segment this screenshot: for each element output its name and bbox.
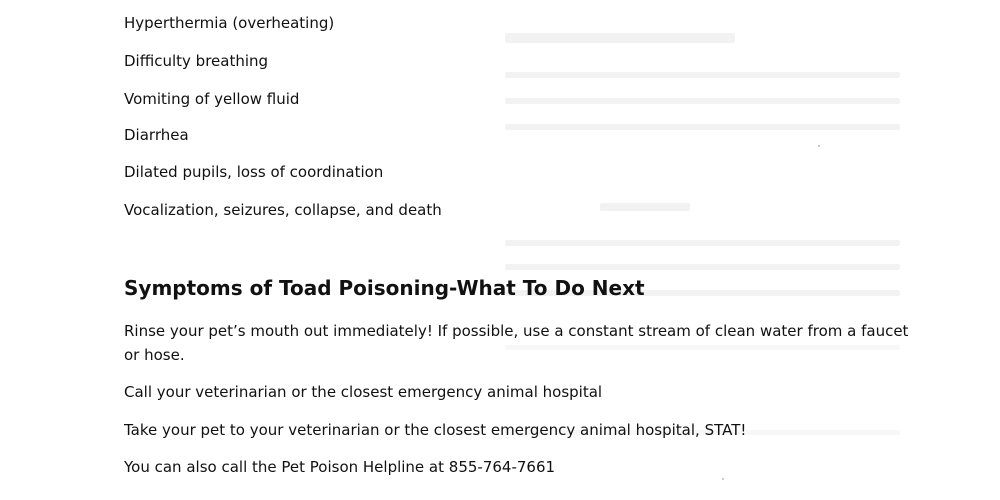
show-through-text — [505, 33, 735, 43]
symptom-item: Hyperthermia (overheating) — [124, 14, 335, 32]
symptom-item: Difficulty breathing — [124, 52, 269, 70]
action-step: You can also call the Pet Poison Helpline at 855-764-7661 — [124, 458, 556, 476]
show-through-text — [505, 240, 900, 246]
action-step: Rinse your pet’s mouth out immediately! If possible, use a constant stream of clean water from a faucet or hose. — [124, 322, 909, 364]
symptom-item: Vocalization, seizures, collapse, and death — [124, 201, 442, 219]
action-step: Call your veterinarian or the closest emergency animal hospital — [124, 383, 603, 401]
symptom-item: Dilated pupils, loss of coordination — [124, 163, 384, 181]
scan-speck — [818, 145, 820, 147]
section-heading: Symptoms of Toad Poisoning-What To Do Next — [124, 276, 645, 300]
symptom-item: Diarrhea — [124, 126, 189, 144]
show-through-text — [505, 72, 900, 78]
show-through-text — [600, 203, 690, 211]
show-through-text — [505, 264, 900, 270]
action-step: Take your pet to your veterinarian or the closest emergency animal hospital, STAT! — [124, 421, 747, 439]
show-through-text — [505, 124, 900, 130]
symptom-item: Vomiting of yellow fluid — [124, 90, 300, 108]
show-through-text — [505, 98, 900, 104]
